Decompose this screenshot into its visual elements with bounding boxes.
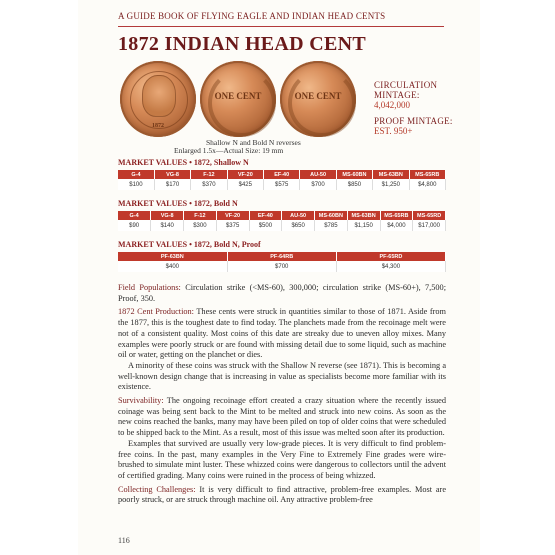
table-row [118,220,446,231]
value-cell: $1,250 [373,179,409,190]
coin-images [120,61,360,137]
header-rule [118,26,444,27]
grade-header: AU-50 [282,211,315,220]
coin-denomination: ONE CENT [294,91,342,101]
coin-denomination: ONE CENT [214,91,262,101]
proof-mintage-value: EST. 950+ [374,126,413,136]
grade-header: MS-65RB [409,170,446,179]
market-values-table-bold [118,211,446,231]
value-cell: $850 [336,179,372,190]
table-header-row [118,252,446,261]
paragraph-production-2: A minority of these coins was struck with the Shallow N reverse (see 1871). This is becoming a well-known design change that is increasing in value as specialists become more familiar with its existence. [118,360,446,392]
running-head: A GUIDE BOOK OF FLYING EAGLE AND INDIAN HEAD CENTS [118,11,386,21]
value-cell: $650 [282,220,315,231]
value-cell: $500 [249,220,282,231]
value-cell: $370 [191,179,227,190]
value-cell: $90 [118,220,151,231]
paragraph-survivability [118,396,446,439]
coin-reverse-shallow-image [200,61,276,137]
value-cell: $4,300 [336,261,445,272]
value-cell: $4,000 [380,220,413,231]
coin-caption: Shallow N and Bold N reverses [206,138,301,147]
wreath-icon [208,69,276,137]
coin-date: 1872 [152,123,164,129]
value-cell: $17,000 [413,220,446,231]
circulation-mintage-value: 4,042,000 [374,100,410,110]
value-cell: $700 [227,261,336,272]
grade-header: PF-65RD [336,252,445,261]
collecting-text: It is very difficult to find attractive, problem-free examples. Most are poorly struck, or are struck through machine oil. Any attractive problem-free [118,484,446,505]
value-cell: $1,150 [347,220,380,231]
coin-obverse-image [120,61,196,137]
coin-size-caption: Enlarged 1.5x—Actual Size: 19 mm [174,146,284,155]
paragraph-survivability-2: Examples that survived are usually very low-grade pieces. It is very difficult to find problem-free coins. In the past, many examples in the Very Fine to Extremely Fine grades were wire-brushed to simulate mint luster. These whizzed coins were dangerous to collectors until the advent of certified grading. Many coins were ruined in the process of being whizzed. [118,438,446,480]
value-cell: $400 [118,261,227,272]
wreath-icon [288,69,356,137]
proof-mintage-label: PROOF MINTAGE: [374,116,453,126]
value-cell: $300 [184,220,217,231]
page-title: 1872 INDIAN HEAD CENT [118,33,366,55]
table-header-row [118,211,446,220]
market-values-heading-proof: MARKET VALUES • 1872, Bold N, Proof [118,240,261,249]
table-row [118,261,446,272]
paragraph-collecting [118,485,446,506]
value-cell: $140 [151,220,184,231]
paragraph-production [118,307,446,361]
value-cell: $700 [300,179,336,190]
grade-header: PF-63BN [118,252,227,261]
grade-header: MS-65RD [413,211,446,220]
market-values-table-proof [118,252,446,272]
value-cell: $4,800 [409,179,446,190]
market-values-heading-bold: MARKET VALUES • 1872, Bold N [118,199,238,208]
market-values-table-shallow [118,170,446,190]
body-text [118,283,446,506]
grade-header: G-4 [118,170,154,179]
grade-header: F-12 [184,211,217,220]
production-heading: 1872 Cent Production: [118,307,194,317]
circulation-mintage-label-2: MINTAGE: [374,90,420,100]
grade-header: AU-50 [300,170,336,179]
page-number: 116 [118,536,130,545]
value-cell: $785 [315,220,348,231]
production-text: These cents were struck in quantities similar to those of 1871. Aside from the 1877, this is the toughest date to find today. The planchets made from the recoinage melt were not of a consistent quality. Most coins of this date are streaky due to uneven alloy mixes. Many examples were poorly struck or are found with missing detail due to some liquid, such as machine oil or water, getting on the planchet or dies. [118,307,446,360]
grade-header: MS-63BN [373,170,409,179]
survivability-heading: Survivability: [118,396,164,406]
table-header-row [118,170,446,179]
grade-header: MS-60BN [315,211,348,220]
grade-header: EF-40 [249,211,282,220]
indian-head-icon [142,75,176,117]
grade-header: VF-20 [216,211,249,220]
grade-header: VF-20 [227,170,263,179]
value-cell: $575 [264,179,300,190]
circulation-mintage-label: CIRCULATION [374,80,438,90]
populations-text: Circulation strike (<MS-60), 300,000; circulation strike (MS-60+), 7,500; Proof, 350. [118,283,447,303]
market-values-heading-shallow: MARKET VALUES • 1872, Shallow N [118,158,249,167]
grade-header: EF-40 [264,170,300,179]
coin-reverse-bold-image [280,61,356,137]
grade-header: MS-63BN [347,211,380,220]
grade-header: G-4 [118,211,151,220]
value-cell: $100 [118,179,154,190]
paragraph-populations [118,283,446,304]
grade-header: MS-60BN [336,170,372,179]
value-cell: $375 [216,220,249,231]
grade-header: F-12 [191,170,227,179]
collecting-heading: Collecting Challenges: [118,484,196,494]
grade-header: VG-8 [154,170,190,179]
grade-header: VG-8 [151,211,184,220]
table-row [118,179,446,190]
value-cell: $170 [154,179,190,190]
grade-header: PF-64RB [227,252,336,261]
populations-heading: Field Populations: [118,283,181,292]
grade-header: MS-65RB [380,211,413,220]
value-cell: $425 [227,179,263,190]
survivability-text: The ongoing recoinage effort created a crazy situation where the recently issued coinage was being sent back to the Mint to be melted and struck into new coins. As soon as the new coins reached the banks, many may have been piled on top of older coins that were scheduled to be shipped back to the Mint. As a result, most of this issue was melted soon after its production. [118,396,446,438]
